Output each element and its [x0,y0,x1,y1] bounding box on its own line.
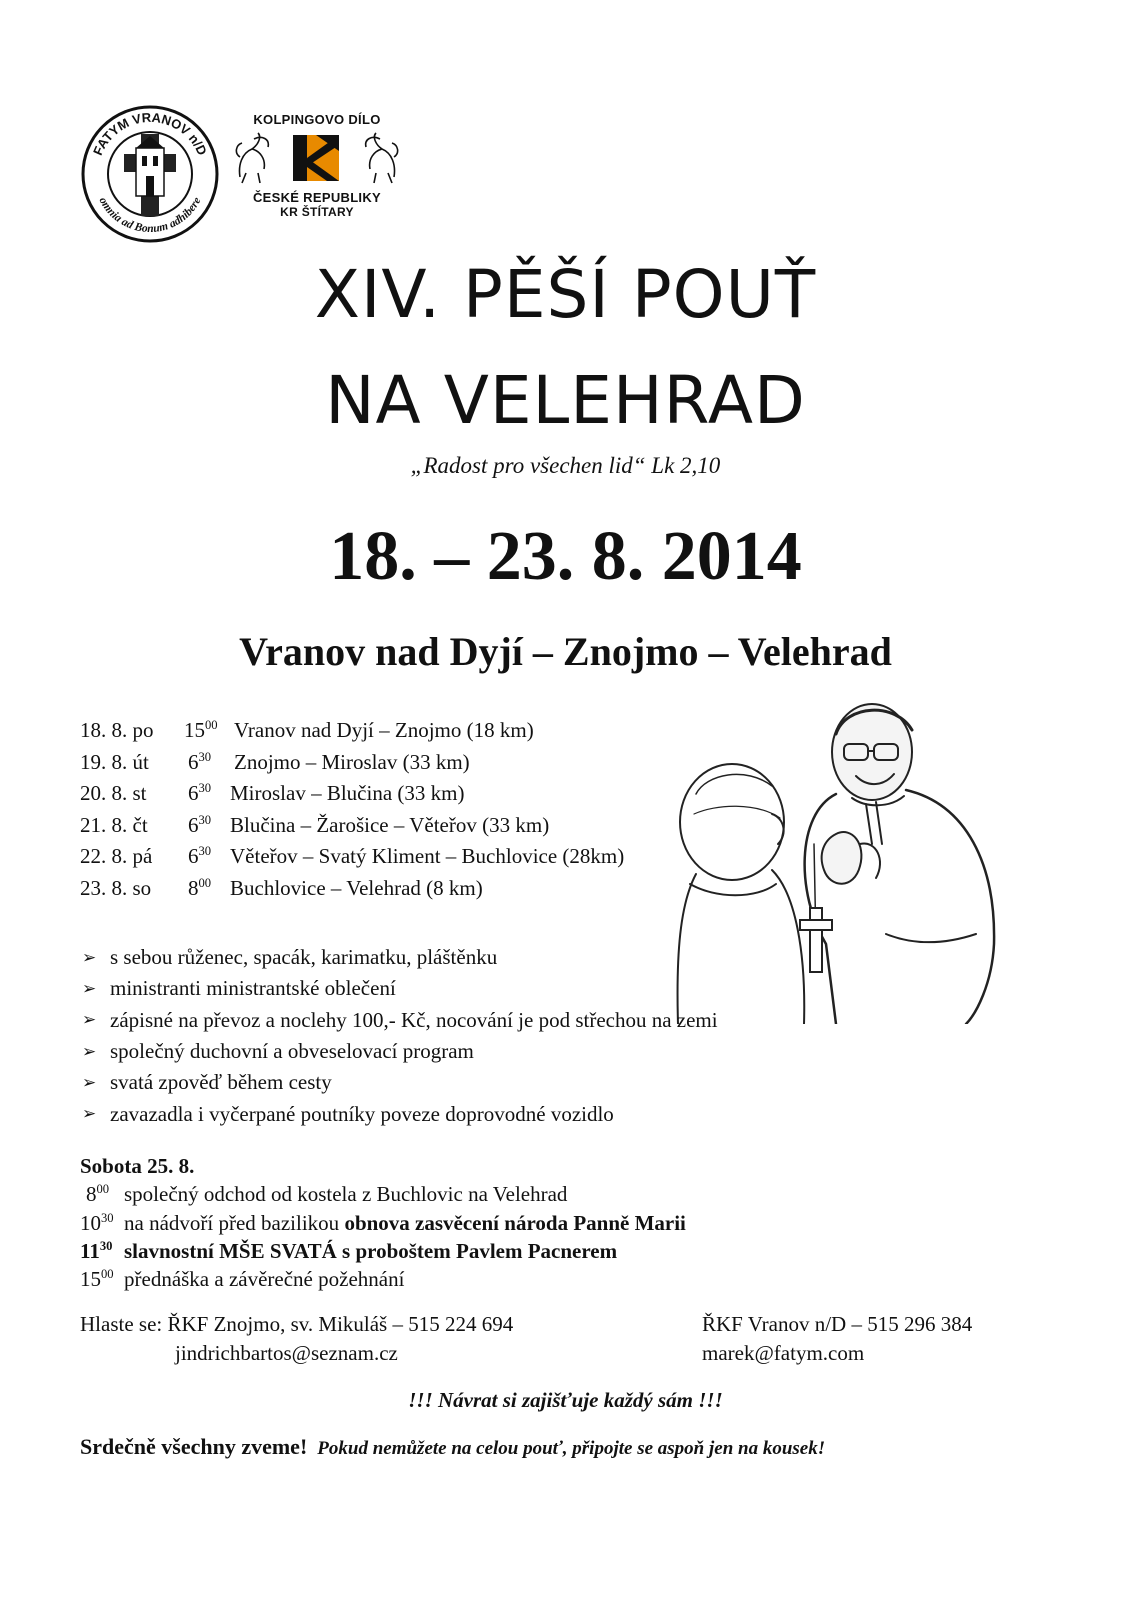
arrowhead-bullet-icon: ➢ [82,978,97,998]
schedule-route: Znojmo – Miroslav (33 km) [234,749,470,774]
schedule-date: 23. 8. so [80,875,152,900]
org-name-line2: ČESKÉ REPUBLIKY [252,190,382,205]
priest-blessing-illustration [676,694,1006,1024]
saturday-row: $15^{00}$ přednáška a závěrečné požehnání [80,1267,405,1292]
page-title-line1: XIV. PĚŠÍ POUŤ [314,256,817,333]
schedule-date: 22. 8. pá [80,844,153,868]
footer-invitation-bold: Srdečně všechny zveme! [80,1434,308,1459]
list-item: ➢ s sebou růženec, spacák, karimatku, pláštěnku [82,945,498,970]
schedule-time: $6^{30}$ [188,749,212,774]
info-bullet-list [82,942,718,1130]
schedule-route: Buchlovice – Velehrad (8 km) [230,875,483,900]
list-item: ➢ svatá zpověď během cesty [82,1070,332,1095]
kolping-logo [232,112,402,232]
schedule-time: $6^{30}$ [188,812,212,837]
contact-znojmo-phone: ŘKF Znojmo, sv. Mikuláš – 515 224 694 [167,1312,514,1336]
list-item: ➢ zápisné na převoz a noclehy 100,- Kč, nocování je pod střechou na zemi [82,1007,718,1032]
org-name-line3: KR ŠTÍTARY [280,205,354,219]
footer-invitation [80,1434,825,1460]
page-title-line2: NA VELEHRAD [325,362,806,439]
k-square-icon [293,135,339,181]
fatym-seal-icon [80,104,220,244]
saturday-row: $8^{00}$ společný odchod od kostela z Buchlovic na Velehrad [80,1182,686,1210]
schedule-time: $6^{30}$ [188,781,212,805]
contact-znojmo [80,1312,513,1370]
saturday-program [80,1154,686,1295]
saturday-time: $8^{00}$ [86,1182,110,1207]
schedule-date: 19. 8. út [80,749,149,774]
saturday-heading: Sobota 25. 8. [80,1154,195,1178]
bible-quote: „Radost pro všechen lid“ Lk 2,10 [410,453,721,478]
list-item: ➢ ministranti ministrantské oblečení [82,976,396,1001]
schedule-route: Miroslav – Blučina (33 km) [230,781,465,805]
route-summary: Vranov nad Dyjí – Znojmo – Velehrad [239,629,892,674]
arrowhead-bullet-icon: ➢ [82,1041,97,1061]
schedule-route: Blučina – Žarošice – Věteřov (33 km) [230,812,550,837]
list-item: ➢ zavazadla i vyčerpané poutníky poveze doprovodné vozidlo [82,1101,614,1126]
schedule-time: $6^{30}$ [188,844,212,868]
org-name-line1: KOLPINGOVO DÍLO [253,112,381,127]
return-note: !!! Návrat si zajišťuje každý sám !!! [408,1388,723,1412]
contact-vranov-phone: ŘKF Vranov n/D – 515 296 384 [702,1312,973,1336]
saturday-time: $11^{30}$ [80,1238,113,1263]
svg-text:FATYM VRANOV n/D: FATYM VRANOV n/D [90,109,210,158]
arrowhead-bullet-icon: ➢ [82,1010,97,1030]
schedule-date: 18. 8. po [80,718,154,742]
schedule-route: Vranov nad Dyjí – Znojmo (18 km) [234,718,534,742]
lion-left-icon [236,133,268,183]
svg-text:omnia ad Bonum adhibere: omnia ad Bonum adhibere [96,195,204,236]
contact-znojmo-email[interactable]: jindrichbartos@seznam.cz [175,1341,398,1365]
event-dates: 18. – 23. 8. 2014 [329,518,802,595]
contact-vranov-email[interactable]: marek@fatym.com [702,1341,865,1365]
lion-right-icon [366,133,398,183]
priest-blessing-icon [676,694,1006,1024]
schedule-date: 20. 8. st [80,781,147,805]
list-item: ➢ společný duchovní a obveselovací program [82,1039,474,1064]
fatym-logo [80,104,220,244]
contact-vranov [702,1312,972,1370]
saturday-row: $11^{30}$ slavnostní MŠE SVATÁ s proboštem Pavlem Pacnerem [80,1238,618,1263]
schedule-time: $15^{00}$ [184,718,218,742]
schedule-route: Věteřov – Svatý Kliment – Buchlovice (28km) [230,844,625,868]
saturday-time: $10^{30}$ [80,1210,114,1235]
arrowhead-bullet-icon: ➢ [82,1072,97,1092]
arrowhead-bullet-icon: ➢ [82,1104,97,1124]
saturday-time: $15^{00}$ [80,1267,114,1292]
footer-invitation-italic: Pokud nemůžete na celou pouť, připojte se aspoň jen na kousek! [317,1438,826,1459]
schedule-time: $8^{00}$ [188,875,212,900]
arrowhead-bullet-icon: ➢ [82,947,97,967]
kolping-emblem [232,127,402,185]
contact-label: Hlaste se: [80,1312,168,1336]
schedule-date: 21. 8. čt [80,812,148,837]
saturday-row: $10^{30}$ na nádvoří před bazilikou obnova zasvěcení národa Panně Marii [80,1210,686,1235]
